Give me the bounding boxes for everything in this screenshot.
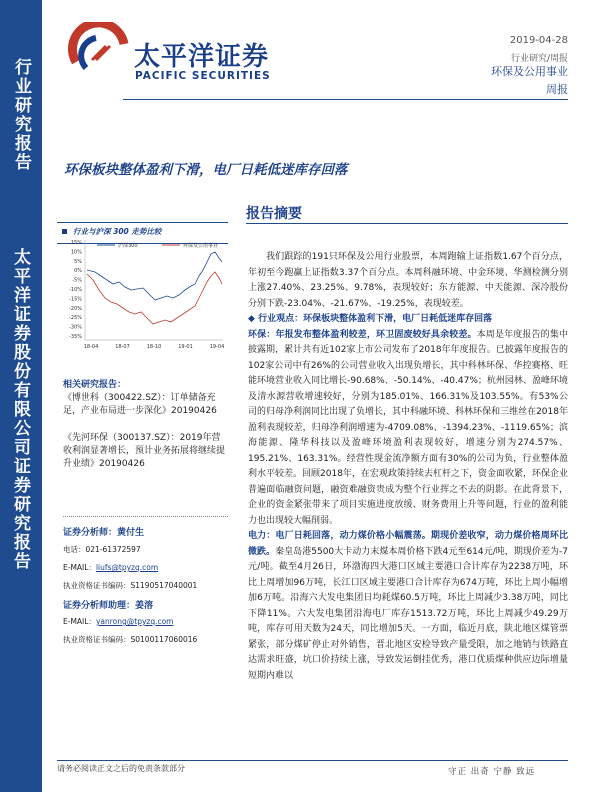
y-tick-label: -5% [72, 277, 82, 284]
env-text: 本周是年度报告的集中披露期，累计共有近102家上市公司发布了2018年年度报告。已披露年度报告的102家公司中有26%的公司营业收入出现负增长，其中科林环保、华控赛格、旺能环境营业收入同比增长-90.68%、-50.14%、-40.47%；杭州园林、盈峰环境及清水源营收增速较好，分别为185.01%、166.31%及103.55%。有53%公司的归母净利润同比出现了负增长，其中科融环境、科林环保和三维丝在2018年盈利表现较差，归母净利润增速为-4709.08%、-1394.23%、-1119.65%；滨海能源、隆华科技以及盈峰环境盈利表现较好，增速分别为274.57%、195.21%、163.31%。经营性现金流净额方面有30%的公司为负，行业整体盈利水平较差。回顾2018年，在宏观政策持续去杠杆之下，资金面收紧，环保企业普遍面临融资问题，融资难融资贵成为整个行业挥之不去的阴影。在此背景下，企业的资金紧张带来了项目实施进度放缓、财务费用上升等问题，行业的盈利能力也出现较大幅削弱。 [248, 329, 568, 526]
y-tick-label: -10% [69, 287, 82, 293]
brand-name-en: PACIFIC SECURITIES [135, 70, 271, 82]
period-label: 周报 [546, 83, 568, 96]
power-text: 秦皇岛港5500大卡动力末煤本周价格下跌4元至614元/吨，期现价差为-7元/吨。截至4月26日，环渤海四大港口区域主要港口合计库存为2238万吨，环比上周增加96万吨，长江口区域主要港口合计库存为674万吨，环比上周小幅增加6万吨。沿海六大发电集团日均耗煤60.5万吨，环比上周减少3.38万吨，同比下降11%。六大发电集团沿海电厂库存1513.72万吨，环比上周减少49.29万吨，库存可用天数为24天，同比增加5天。一方面，临近月底，陕北地区煤管票紧张，部分煤矿停止对外销售，晋北地区安检导致产量受限，加之地销与铁路直达需求旺盛，坑口价持续上涨，导致发运倒挂优秀，港口优质煤种供应边际增量短期内难以 [248, 546, 568, 681]
summary-paragraph-2 [248, 328, 568, 530]
assistant-email-row [63, 616, 174, 627]
assistant-name: 证券分析师助理：姜溶 [63, 601, 154, 611]
y-tick-label: 0% [74, 268, 82, 275]
analyst-email-link[interactable]: liufs@tpyzq.com [95, 563, 159, 572]
y-tick-label: -35% [69, 334, 82, 340]
footer-divider [57, 760, 568, 761]
sidebar-top-text: 行业研究报告 [11, 58, 31, 172]
y-tick-label: 10% [70, 249, 82, 256]
analyst-email-row [63, 562, 158, 573]
analyst-email-label: E-MAIL： [63, 563, 96, 572]
industry-label: 环保及公用事业 [491, 65, 568, 78]
x-tick-label: 19-01 [178, 344, 193, 350]
related-report-item[interactable]: 《博世科（300422.SZ）：订单储备充足，产业布局进一步深化》20190426 [63, 393, 217, 416]
x-tick-label: 18-07 [115, 344, 130, 350]
report-type: 行业研究/周报 [510, 54, 568, 64]
summary-body [248, 250, 568, 684]
y-tick-label: 5% [74, 258, 82, 265]
summary-heading: 报告摘要 [246, 206, 302, 222]
x-tick-label: 18-04 [83, 344, 99, 350]
sidebar-bottom-text: 太平洋证券股份有限公司证券研究报告 [10, 248, 30, 571]
analyst-cert: 执业资格证书编码：S1190517040001 [63, 581, 198, 590]
y-tick-label: -20% [69, 305, 82, 312]
assistant-email-label: E-MAIL： [63, 617, 96, 626]
brand-logo-icon [66, 22, 132, 82]
footer-motto: 守正 出奇 宁静 致远 [448, 767, 536, 777]
x-tick-label: 18-10 [146, 344, 162, 350]
y-tick-label: -30% [69, 324, 82, 331]
viewpoint-title: 行业观点：环保板块整体盈利下滑，电厂日耗低迷库存回落 [258, 314, 493, 324]
summary-divider [246, 223, 568, 224]
legend-label-hs300: 沪深300 [118, 243, 138, 249]
y-tick-label: 15% [70, 240, 82, 246]
assistant-email-link[interactable]: yanrong@tpyzq.com [95, 617, 174, 626]
report-title: 环保板块整体盈利下滑，电厂日耗低迷库存回落 [64, 162, 348, 178]
summary-paragraph-1: 我们跟踪的191只环保及公用行业股票，本周跑输上证指数1.67个百分点，年初至今跑赢上证指数3.37个百分点。本周科融环境、中金环境、华测检测分别上涨27.40%、23.25%、9.78%，表现较好；东方能源、中天能源、深冷股份分别下跌-23.04%、-21.67%、-19.25%，表现较差。 [248, 252, 568, 309]
env-heading: 环保：年报发布整体盈利较差，环卫固废较好具余较差。 [248, 329, 477, 340]
footer-disclaimer: 请务必阅读正文之后的免责条款部分 [57, 764, 185, 773]
related-report-item[interactable]: 《先河环保（300137.SZ）：2019年营收利润显著增长，预计业务拓展将继续提升业绩》20190426 [63, 433, 226, 469]
chart-title: 行业与沪深 300 走势比较 [73, 227, 162, 236]
power-heading: 电力：电厂日耗回落，动力煤价格小幅震荡。期现价差收窄，动力煤价格周环比微跌。 [248, 531, 568, 557]
report-date: 2019-04-28 [509, 35, 568, 46]
y-axis [69, 240, 82, 340]
diamond-bullet-icon: ◆ [248, 314, 259, 324]
analyst-divider [63, 516, 228, 517]
y-tick-label: -15% [69, 296, 82, 303]
analyst-name: 证券分析师：黄付生 [63, 528, 145, 538]
x-axis [84, 344, 225, 350]
viewpoint-bullet [248, 312, 568, 328]
y-tick-label: -25% [69, 315, 82, 322]
related-reports-heading: 相关研究报告： [63, 380, 127, 390]
legend-label-env: 环保及公用事业 [183, 243, 219, 249]
header-divider [123, 99, 568, 100]
performance-chart [57, 232, 229, 352]
summary-paragraph-3 [248, 529, 568, 684]
analyst-phone: 电话：021-61372597 [63, 545, 141, 554]
brand-name-cn: 太平洋证券 [134, 42, 270, 72]
x-tick-label: 19-04 [209, 344, 225, 350]
assistant-cert: 执业资格证书编码：S0100117060016 [63, 635, 198, 644]
